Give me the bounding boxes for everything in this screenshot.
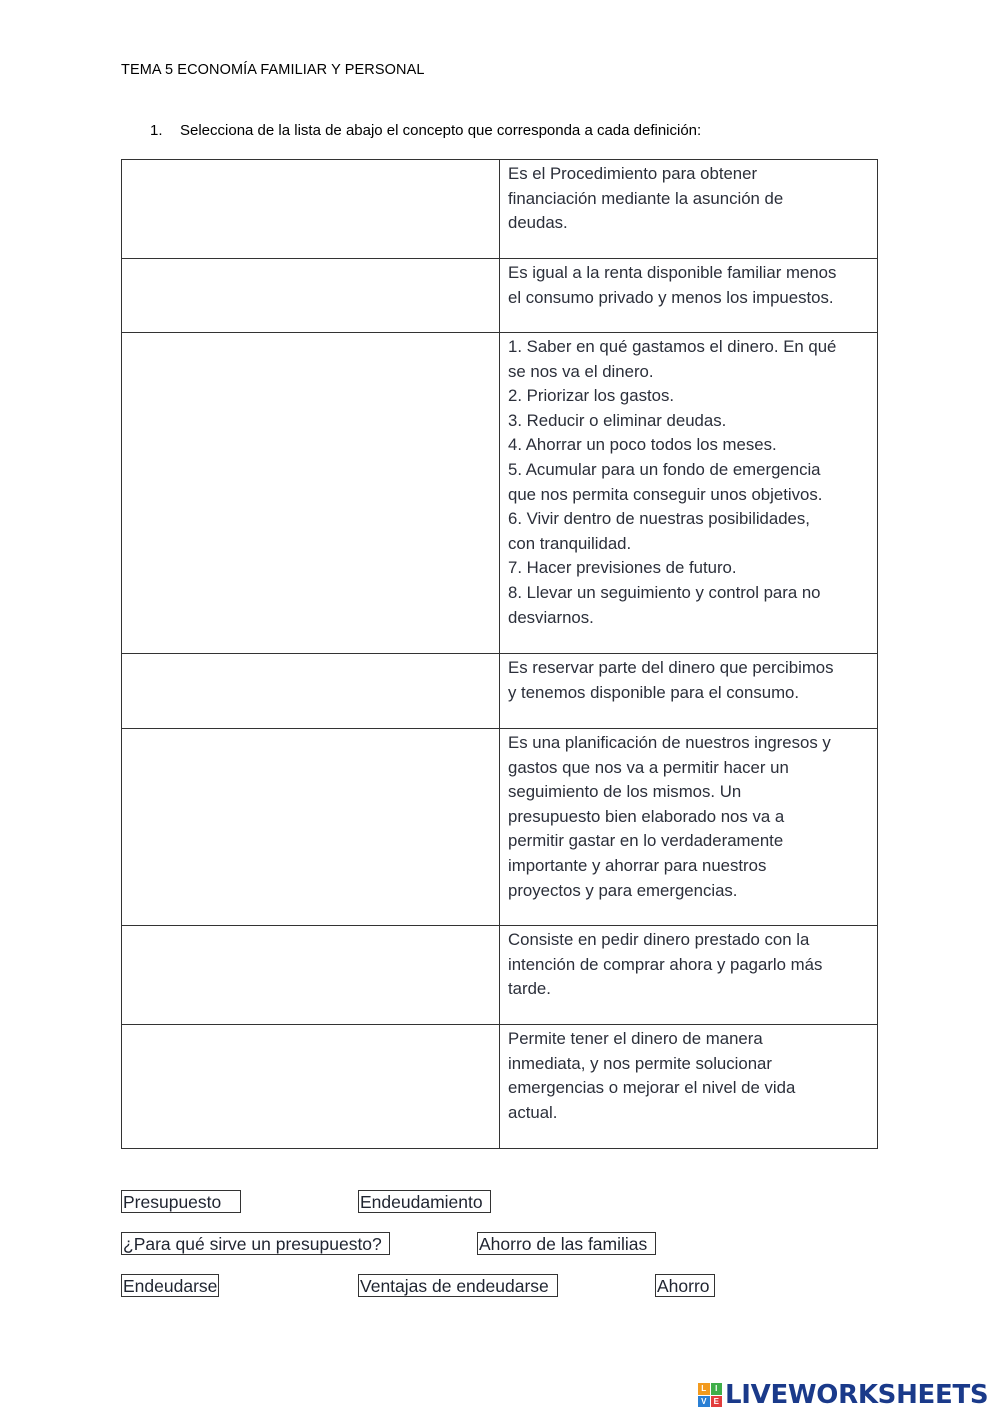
table-row [122, 1025, 878, 1149]
table-row [122, 926, 878, 1025]
definition-line: importante y ahorrar para nuestros [508, 855, 767, 875]
definition-line: Permite tener el dinero de manera [508, 1029, 763, 1048]
option-chip[interactable]: ¿Para qué sirve un presupuesto? [121, 1232, 390, 1255]
definition-line: 2. Priorizar los gastos. [508, 386, 675, 406]
definition-line: seguimiento de los mismos. Un [508, 782, 742, 802]
answer-drop-cell[interactable] [122, 1025, 500, 1149]
definition-line: 5. Acumular para un fondo de emergencia [508, 459, 821, 479]
definition-line: tarde. [508, 979, 551, 999]
definition-line: presupuesto bien elaborado nos va a [508, 806, 785, 826]
definition-cell [500, 259, 878, 333]
definition-line: gastos que nos va a permitir hacer un [508, 757, 789, 777]
definition-line: el consumo privado y menos los impuestos. [508, 287, 834, 307]
definition-line: proyectos y para emergencias. [508, 880, 738, 900]
definition-line: Consiste en pedir dinero prestado con la [508, 930, 810, 949]
definition-line: 7. Hacer previsiones de futuro. [508, 558, 737, 578]
definition-line: permitir gastar en lo verdaderamente [508, 831, 784, 851]
definition-line: actual. [508, 1102, 558, 1122]
table-row [122, 259, 878, 333]
definition-line: desviarnos. [508, 607, 594, 627]
answer-drop-cell[interactable] [122, 333, 500, 654]
definition-line: intención de comprar ahora y pagarlo más [508, 954, 823, 974]
option-chip[interactable]: Endeudamiento [358, 1190, 491, 1213]
definition-line: y tenemos disponible para el consumo. [508, 682, 800, 702]
option-chip[interactable]: Presupuesto [121, 1190, 241, 1213]
logo-mark-letter: L [698, 1383, 710, 1395]
logo-text: LIVEWORKSHEETS [725, 1380, 989, 1410]
option-chip[interactable]: Ahorro de las familias [477, 1232, 656, 1255]
definition-cell [500, 926, 878, 1025]
answer-drop-cell[interactable] [122, 259, 500, 333]
definition-cell [500, 654, 878, 729]
option-chip[interactable]: Endeudarse [123, 1276, 218, 1296]
definition-cell [500, 333, 878, 654]
table-row [122, 333, 878, 654]
definition-line: 1. Saber en qué gastamos el dinero. En qué [508, 337, 837, 356]
definition-line: se nos va el dinero. [508, 361, 654, 381]
definition-line: Es una planificación de nuestros ingresos y [508, 733, 831, 752]
definition-line: Es el Procedimiento para obtener [508, 164, 758, 183]
answer-drop-cell[interactable] [122, 926, 500, 1025]
table-row [122, 729, 878, 926]
definition-line: Es igual a la renta disponible familiar menos [508, 263, 837, 282]
answer-drop-cell[interactable] [122, 729, 500, 926]
page-title: TEMA 5 ECONOMÍA FAMILIAR Y PERSONAL [121, 62, 425, 78]
definition-line: 3. Reducir o eliminar deudas. [508, 410, 727, 430]
option-chip[interactable]: Ventajas de endeudarse [358, 1274, 558, 1297]
logo-mark-letter: E [711, 1396, 723, 1408]
definition-line: 6. Vivir dentro de nuestras posibilidades, [508, 509, 810, 529]
option-chip[interactable]: Ahorro [655, 1274, 715, 1297]
definition-line: 8. Llevar un seguimiento y control para no [508, 582, 821, 602]
definition-line: que nos permita conseguir unos objetivos. [508, 484, 823, 504]
definition-cell [500, 729, 878, 926]
definition-cell [500, 1025, 878, 1149]
answer-drop-cell[interactable] [122, 160, 500, 259]
definition-line: con tranquilidad. [508, 533, 632, 553]
logo-mark-letter: I [711, 1383, 723, 1395]
definition-line: emergencias o mejorar el nivel de vida [508, 1078, 796, 1098]
definition-cell [500, 160, 878, 259]
liveworksheets-logo [698, 1378, 988, 1412]
definition-line: 4. Ahorrar un poco todos los meses. [508, 435, 777, 455]
instruction [150, 122, 701, 139]
instruction-number: 1. [150, 122, 163, 139]
instruction-text: Selecciona de la lista de abajo el concepto que corresponda a cada definición: [180, 122, 702, 139]
matching-table [121, 159, 878, 1149]
definition-line: inmediata, y nos permite solucionar [508, 1053, 772, 1073]
answer-drop-cell[interactable] [122, 654, 500, 729]
logo-mark-icon [698, 1383, 722, 1407]
table-row [122, 160, 878, 259]
definition-line: deudas. [508, 213, 568, 233]
logo-mark-letter: V [698, 1396, 710, 1408]
definition-line: Es reservar parte del dinero que percibimos [508, 658, 834, 677]
definition-line: financiación mediante la asunción de [508, 188, 784, 208]
table-row [122, 654, 878, 729]
